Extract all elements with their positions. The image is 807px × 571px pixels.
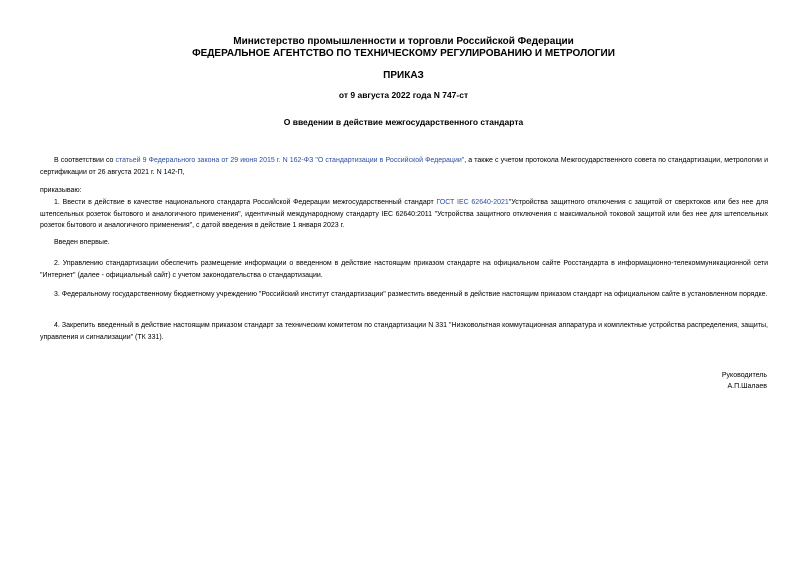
ministry-title: Министерство промышленности и торговли Российской Федерации	[233, 36, 574, 47]
gost-link[interactable]: ГОСТ IEC 62640-2021	[436, 199, 509, 206]
agency-title: ФЕДЕРАЛЬНОЕ АГЕНТСТВО ПО ТЕХНИЧЕСКОМУ РЕГУЛИРОВАНИЮ И МЕТРОЛОГИИ	[192, 48, 615, 59]
paragraph-item-2: 2. Управлению стандартизации обеспечить размещение информации о введенном в действие настоящим приказом стандарте на официальном сайте Росстандарта в информационно-телекоммуникационной сети "Интернет" (далее - официальный сайт) с учетом законодательства о стандартизации.	[40, 260, 768, 279]
item-1-text-start: 1. Ввести в действие в качестве национального стандарта Российской Федерации межгосударственный стандарт	[54, 199, 437, 206]
paragraph-preamble	[40, 155, 768, 178]
law-link[interactable]: статьей 9 Федерального закона от 29 июня 2015 г. N 162-ФЗ "О стандартизации в Российской Федерации"	[115, 157, 465, 164]
item-1-text-end: "Устройства защитного отключения с защитой от сверхтоков или без нее для штепсельных розеток бытового и аналогичного применения", идентичный международному стандарту IEC 62640:2011 "Устройства защитного отключения с максимальной токовой защитой или без нее для штепсельных розеток бытового и аналогичного применения", с датой введения в действие 1 января 2023 г.	[40, 199, 768, 229]
preamble-text-start: В соответствии со	[54, 157, 116, 164]
document-date-number: от 9 августа 2022 года N 747-ст	[338, 90, 469, 100]
signature-name: А.П.Шалаев	[727, 383, 767, 390]
paragraph-item-1	[40, 197, 768, 232]
signature-role: Руководитель	[721, 372, 767, 379]
preamble-text-end: , а также с учетом протокола Межгосударственного совета по стандартизации, метрологии и сертификации от 26 августа 2021 г. N 142-П,	[40, 157, 768, 176]
paragraph-item-3: 3. Федеральному государственному бюджетному учреждению "Российский институт стандартизации" разместить введенный в действие настоящим приказом стандарт на официальном сайте в установленном порядке.	[54, 291, 768, 298]
document-subject: О введении в действие межгосударственного стандарта	[283, 117, 524, 127]
paragraph-introduced-first: Введен впервые.	[54, 239, 110, 246]
paragraph-order-word: приказываю:	[40, 187, 82, 194]
document-type: ПРИКАЗ	[383, 70, 424, 81]
paragraph-item-4: 4. Закрепить введенный в действие настоящим приказом стандарт за техническим комитетом по стандартизации N 331 "Низковольтная коммутационная аппаратура и комплектные устройства распределения, защиты, управления и сигнализации" (ТК 331).	[40, 322, 768, 341]
